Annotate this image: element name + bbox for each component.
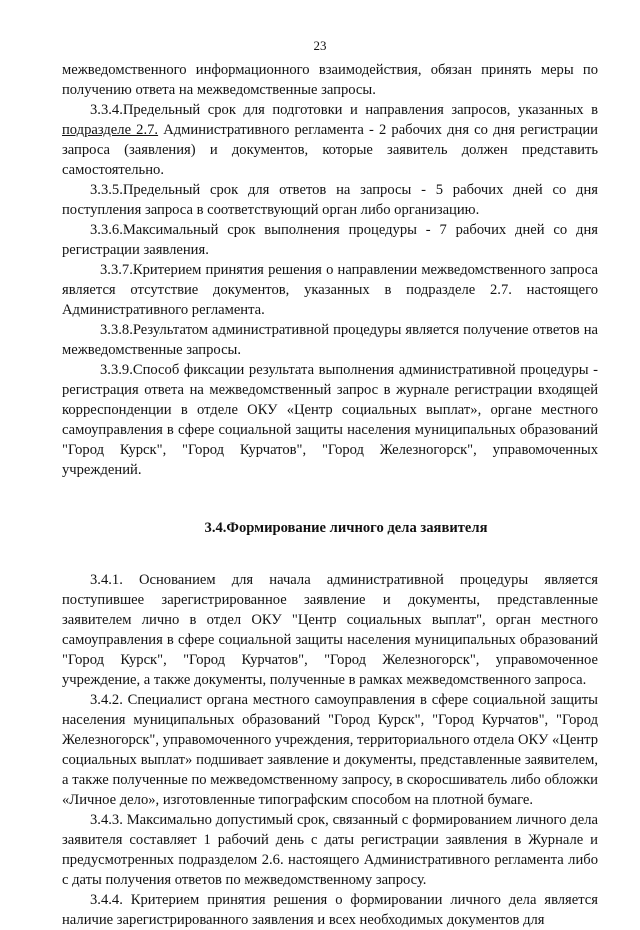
paragraph-3-3-8: 3.3.8.Результатом административной процедуры является получение ответов на межведомственные запросы.: [62, 322, 598, 358]
paragraph-3-4-4: 3.4.4. Критерием принятия решения о формировании личного дела является наличие зарегистрированного заявления и всех необходимых документов для: [62, 892, 598, 928]
section-spacer: [62, 480, 598, 518]
page-number: 23: [313, 38, 327, 53]
paragraph-3-3-7: 3.3.7.Критерием принятия решения о направлении межведомственного запроса является отсутствие документов, указанных в подразделе 2.7. настоящего Административного регламента.: [62, 262, 598, 318]
paragraph-3-3-6: 3.3.6.Максимальный срок выполнения процедуры - 7 рабочих дней со дня регистрации заявления.: [62, 222, 598, 258]
paragraph-3-3-4: [62, 100, 598, 180]
section-heading: 3.4.Формирование личного дела заявителя: [204, 520, 488, 536]
paragraph-3-4-1: 3.4.1. Основанием для начала административной процедуры является поступившее зарегистрированное заявление и документы, представленные заявителем лично в отдел ОКУ "Центр социальных выплат", орган местного самоуправления в сфере социальной защиты населения муниципальных образований "Город Курск", "Город Курчатов", "Город Железногорск", управомоченное учреждение, а также документы, полученные в рамках межведомственного запроса.: [62, 572, 598, 688]
paragraph-3-4-2: 3.4.2. Специалист органа местного самоуправления в сфере социальной защиты населения муниципальных образований "Город Курск", "Город Курчатов", "Город Железногорск", управомоченного учреждения, территориального отдела ОКУ «Центр социальных выплат» подшивает заявление и документы, представленные заявителем, а также полученные по межведомственному запросу, в скоросшиватель либо обложки «Личное дело», изготовленные типографским способом на плотной бумаге.: [62, 692, 598, 808]
subsection-2-7-link[interactable]: подразделе 2.7.: [62, 122, 159, 138]
paragraph-continuation: межведомственного информационного взаимодействия, обязан принять меры по получению ответа на межведомственные запросы.: [62, 62, 598, 98]
paragraph-3-3-4-text-start: 3.3.4.Предельный срок для подготовки и направления запросов, указанных в: [90, 102, 598, 118]
paragraph-3-3-5: 3.3.5.Предельный срок для ответов на запросы - 5 рабочих дней со дня поступления запроса в соответствующий орган либо организацию.: [62, 182, 598, 218]
paragraph-3-3-4-text-end: Административного регламента - 2 рабочих дня со дня регистрации запроса (заявления) и документов, которые заявитель должен представить самостоятельно.: [62, 122, 598, 178]
paragraph-3-4-3: 3.4.3. Максимально допустимый срок, связанный с формированием личного дела заявителя составляет 1 рабочий день с даты регистрации заявления в Журнале и предусмотренных подразделом 2.6. настоящего Административного регламента либо с даты получения ответов по межведомственному запросу.: [62, 812, 598, 888]
document-body: [62, 60, 598, 930]
paragraph-3-3-9: 3.3.9.Способ фиксации результата выполнения административной процедуры - регистрация ответа на межведомственный запрос в журнале регистрации входящей корреспонденции в отделе ОКУ «Центр социальных выплат», органе местного самоуправления в сфере социальной защиты населения муниципальных образований "Город Курск", "Город Курчатов", "Город Железногорск", управомоченных учреждений.: [62, 362, 598, 478]
